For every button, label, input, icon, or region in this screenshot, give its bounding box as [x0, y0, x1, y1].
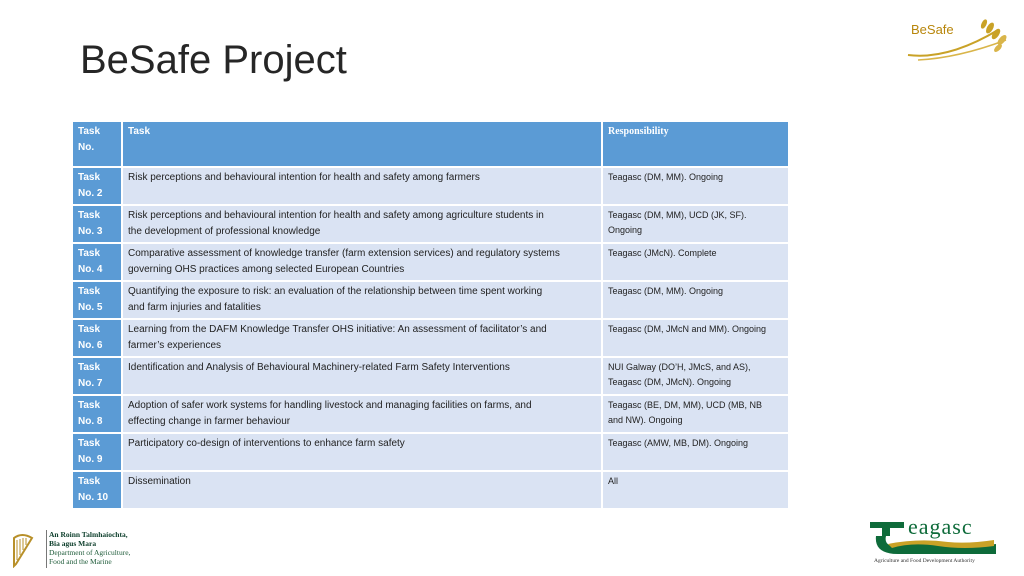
task-number-cell-line: No. 6 [78, 340, 103, 351]
header-task-no-line: No. [78, 142, 95, 153]
task-description-cell-line: Adoption of safer work systems for handling livestock and managing facilities on farms, and [128, 400, 532, 411]
task-number-cell [72, 319, 122, 357]
task-number-cell-line: No. 7 [78, 378, 103, 389]
task-description-cell [122, 357, 602, 395]
table-row [72, 319, 789, 357]
task-description-cell-line: Identification and Analysis of Behavioural Machinery-related Farm Safety Interventions [128, 362, 510, 373]
table-row [72, 243, 789, 281]
task-number-cell-line: Task [78, 286, 101, 297]
task-description-cell-line: and farm injuries and fatalities [128, 302, 261, 313]
table-row [72, 471, 789, 509]
task-number-cell-line: Task [78, 172, 101, 183]
task-number-cell [72, 281, 122, 319]
task-number-cell-line: Task [78, 438, 101, 449]
table-row [72, 167, 789, 205]
responsibility-cell [602, 319, 789, 357]
header-task: Task [122, 121, 602, 167]
besafe-logo [898, 10, 1013, 70]
header-responsibility: Responsibility [602, 121, 789, 167]
task-number-cell-line: No. 9 [78, 454, 103, 465]
task-number-cell [72, 167, 122, 205]
task-description-cell-line: Learning from the DAFM Knowledge Transfer OHS initiative: An assessment of facilitator’s and [128, 324, 547, 335]
responsibility-cell [602, 167, 789, 205]
task-number-cell-line: No. 8 [78, 416, 103, 427]
task-description-cell [122, 471, 602, 509]
task-description-cell-line: Dissemination [128, 476, 191, 487]
task-number-cell-line: No. 3 [78, 226, 103, 237]
table-header-row [72, 121, 789, 167]
task-number-cell [72, 395, 122, 433]
task-table [71, 120, 790, 510]
responsibility-cell-line: Teagasc (BE, DM, MM), UCD (MB, NB [608, 400, 763, 410]
responsibility-cell [602, 471, 789, 509]
task-description-cell-line: Risk perceptions and behavioural intention for health and safety among agriculture students in [128, 210, 544, 221]
task-description-cell-line: Risk perceptions and behavioural intention for health and safety among farmers [128, 172, 480, 183]
task-description-cell [122, 167, 602, 205]
dafm-logo-text [49, 530, 130, 566]
dafm-logo [8, 528, 148, 572]
dafm-line: Bia agus Mara [49, 539, 97, 548]
responsibility-cell-line: Teagasc (DM, JMcN). Ongoing [608, 377, 732, 387]
task-description-cell-line: the development of professional knowledge [128, 226, 321, 237]
responsibility-cell-line: Teagasc (JMcN). Complete [608, 248, 717, 258]
task-description-cell [122, 433, 602, 471]
responsibility-cell-line: NUI Galway (DO’H, JMcS, and AS), [608, 362, 751, 372]
responsibility-cell [602, 357, 789, 395]
table-row [72, 357, 789, 395]
dafm-line: An Roinn Talmhaíochta, [49, 530, 128, 539]
task-number-cell-line: No. 5 [78, 302, 103, 313]
header-task-no [72, 121, 122, 167]
task-number-cell-line: Task [78, 210, 101, 221]
task-number-cell-line: Task [78, 400, 101, 411]
responsibility-cell-line: Ongoing [608, 225, 643, 235]
task-description-cell-line: Comparative assessment of knowledge transfer (farm extension services) and regulatory systems [128, 248, 560, 259]
task-description-cell-line: farmer’s experiences [128, 340, 222, 351]
task-number-cell-line: No. 4 [78, 264, 103, 275]
task-number-cell [72, 471, 122, 509]
task-number-cell-line: No. 10 [78, 492, 109, 503]
logo-divider [46, 530, 47, 568]
responsibility-cell [602, 243, 789, 281]
dafm-line: Department of Agriculture, [49, 548, 131, 557]
task-description-cell-line: effecting change in farmer behaviour [128, 416, 291, 427]
responsibility-cell [602, 395, 789, 433]
task-number-cell-line: Task [78, 476, 101, 487]
dafm-line: Food and the Marine [49, 557, 112, 566]
table-row [72, 395, 789, 433]
responsibility-cell [602, 205, 789, 243]
task-description-cell-line: governing OHS practices among selected European Countries [128, 264, 405, 275]
responsibility-cell-line: Teagasc (DM, MM), UCD (JK, SF). [608, 210, 747, 220]
task-description-cell [122, 395, 602, 433]
task-number-cell [72, 243, 122, 281]
table-row [72, 433, 789, 471]
task-number-cell-line: Task [78, 324, 101, 335]
responsibility-cell-line: Teagasc (AMW, MB, DM). Ongoing [608, 438, 749, 448]
harp-icon [8, 532, 38, 568]
task-number-cell-line: Task [78, 362, 101, 373]
responsibility-cell-line: Teagasc (DM, JMcN and MM). Ongoing [608, 324, 767, 334]
responsibility-cell-line: All [608, 476, 619, 486]
slide-title: BeSafe Project [80, 38, 347, 82]
header-task-no-line: Task [78, 126, 101, 137]
responsibility-cell [602, 281, 789, 319]
responsibility-cell-line: and NW). Ongoing [608, 415, 683, 425]
task-description-cell [122, 281, 602, 319]
table-row [72, 205, 789, 243]
task-number-cell [72, 205, 122, 243]
task-description-cell-line: Quantifying the exposure to risk: an evaluation of the relationship between time spent working [128, 286, 543, 297]
task-number-cell [72, 357, 122, 395]
responsibility-cell [602, 433, 789, 471]
table-row [72, 281, 789, 319]
task-description-cell [122, 205, 602, 243]
besafe-logo-text: BeSafe [911, 22, 954, 37]
task-number-cell [72, 433, 122, 471]
teagasc-logo [868, 514, 1000, 570]
teagasc-tagline: Agriculture and Food Development Authority [874, 558, 975, 564]
task-number-cell-line: No. 2 [78, 188, 103, 199]
task-description-cell [122, 319, 602, 357]
responsibility-cell-line: Teagasc (DM, MM). Ongoing [608, 286, 724, 296]
task-number-cell-line: Task [78, 248, 101, 259]
wheat-icon [898, 10, 1013, 70]
task-description-cell-line: Participatory co-design of interventions to enhance farm safety [128, 438, 405, 449]
task-description-cell [122, 243, 602, 281]
teagasc-wordmark: eagasc [908, 514, 973, 539]
responsibility-cell-line: Teagasc (DM, MM). Ongoing [608, 172, 724, 182]
